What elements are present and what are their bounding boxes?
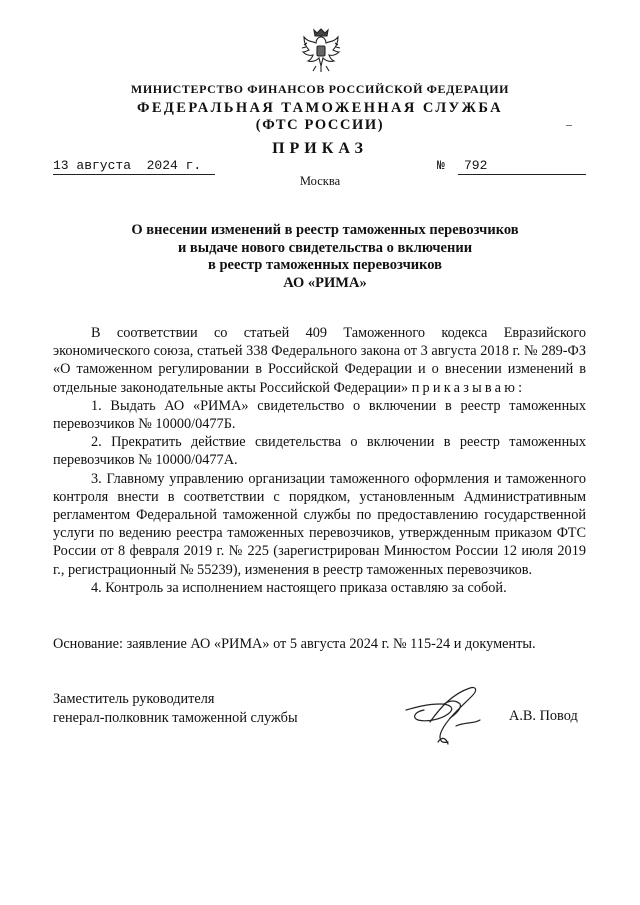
- signer-position: [53, 690, 298, 727]
- subject-line: и выдаче нового свидетельства о включении: [177, 239, 473, 256]
- ministry-name: МИНИСТЕРСТВО ФИНАНСОВ РОССИЙСКОЙ ФЕДЕРАЦИИ: [130, 82, 510, 96]
- handwritten-signature: [400, 682, 500, 754]
- order-item: 4. Контроль за исполнением настоящего приказа оставляю за собой.: [91, 579, 507, 596]
- scan-mark: [566, 125, 572, 126]
- order-word: приказываю:: [411, 379, 526, 396]
- preamble-paragraph: [53, 324, 586, 397]
- position-line: Заместитель руководителя: [53, 691, 215, 707]
- signer-name: А.В. Повод: [509, 708, 578, 724]
- subject-line: в реестр таможенных перевозчиков: [207, 257, 442, 273]
- number-sign: №: [437, 158, 445, 173]
- document-number-field: [458, 158, 586, 175]
- order-item: 3. Главному управлению организации таможенного оформления и таможенного контроля внести в соответствии с порядком, установленным Административным регламентом Федеральной таможенной службы по предоставлению государственной услуги по ведению реестра таможенных перевозчиков, утвержденным приказом ФТС России от 8 февраля 2019 г. № 225 (зарегистрирован Минюстом России 12 июля 2019 г., регистрационный № 55239), изменения в реестр таможенных перевозчиков.: [53, 470, 586, 578]
- order-item: 2. Прекратить действие свидетельства о включении в реестр таможенных перевозчиков № 10000/0477А.: [53, 434, 586, 469]
- order-item: 1. Выдать АО «РИМА» свидетельство о включении в реестр таможенных перевозчиков № 10000/0477Б.: [53, 397, 586, 433]
- document-body: [53, 324, 586, 597]
- coat-of-arms-icon: [298, 26, 344, 74]
- document-subject: [60, 222, 590, 292]
- agency-name: ФЕДЕРАЛЬНАЯ ТАМОЖЕННАЯ СЛУЖБА: [136, 100, 503, 116]
- subject-line: О внесении изменений в реестр таможенных перевозчиков: [131, 222, 519, 238]
- basis-line: Основание: заявление АО «РИМА» от 5 августа 2024 г. № 115-24 и документы.: [53, 636, 536, 652]
- document-type: ПРИКАЗ: [272, 140, 368, 157]
- position-line: генерал-полковник таможенной службы: [53, 709, 298, 726]
- subject-line: АО «РИМА»: [283, 274, 367, 291]
- agency-short-name: (ФТС РОССИИ): [255, 117, 385, 133]
- preamble-text: В соответствии со статьей 409 Таможенного кодекса Евразийского экономического союза, статьей 338 Федерального закона от 3 августа 2018 г. № 289-ФЗ «О таможенном регулировании в Российской Федерации и о внесении изменений в отдельные законодательные акты Российской Федерации»: [53, 325, 586, 396]
- document-city: Москва: [299, 174, 341, 188]
- document-number: 792: [464, 158, 488, 173]
- document-date: 13 августа 2024 г.: [53, 158, 215, 175]
